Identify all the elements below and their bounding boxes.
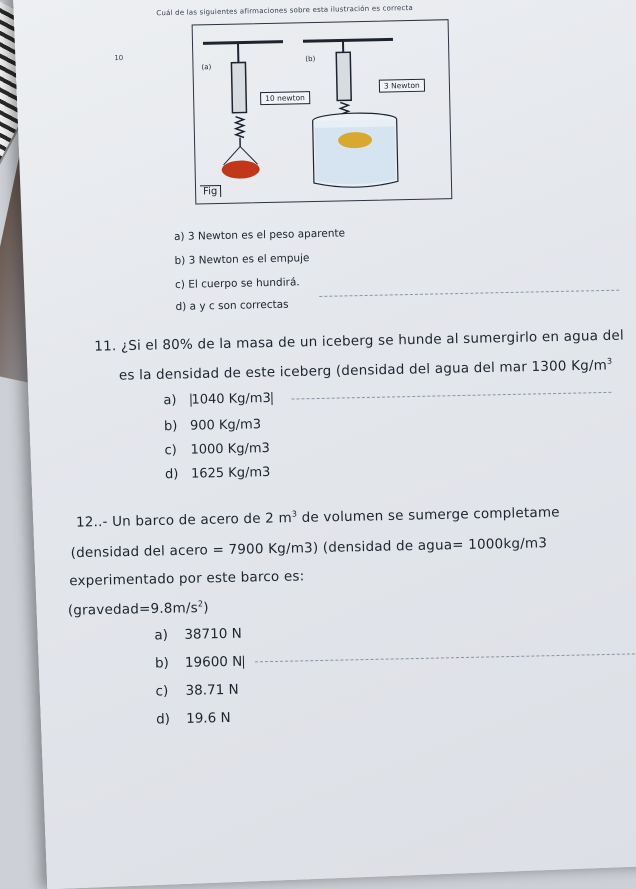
label-b: (b) xyxy=(305,55,315,63)
q12-option-d[interactable]: d) 19.6 N xyxy=(156,710,231,728)
support-bar-b xyxy=(303,39,393,41)
q12-line1-sup: 3 xyxy=(292,508,298,518)
reading-b: 3 Newton xyxy=(379,79,425,93)
stone-a xyxy=(221,160,259,179)
answer-line-q12 xyxy=(255,653,635,662)
fig-label: Fig xyxy=(200,185,221,197)
scale-a-spring xyxy=(236,116,244,137)
q12-option-a[interactable]: a) 38710 N xyxy=(154,626,242,644)
label-a: (a) xyxy=(201,63,211,71)
reading-a: 10 newton xyxy=(260,91,310,105)
q12-line4: $(gravedad=9.8m/s^2)$ xyxy=(68,598,209,618)
spring-scale-diagram xyxy=(193,20,452,203)
q12-line2: (densidad del acero = 7900 Kg/m3) (densidad de agua= 1000kg/m3 xyxy=(70,535,547,561)
scale-b-body xyxy=(336,52,351,100)
q11-line2: es la densidad de este iceberg (densidad del agua del mar 1300 $Kg/m^3$ xyxy=(119,356,613,384)
q10-number: 10 xyxy=(114,54,123,62)
q12-option-c[interactable]: c) 38.71 N xyxy=(155,682,238,700)
q11-line2-sup: 3 xyxy=(607,356,613,366)
q10-prompt: Cuál de las siguientes afirmaciones sobre esta ilustración es correcta xyxy=(156,4,413,17)
support-bar-a xyxy=(203,42,283,44)
scale-a-body xyxy=(231,62,246,112)
q10-figure xyxy=(192,19,453,204)
answer-line-q11 xyxy=(291,392,611,400)
q12-line4-sup: 2 xyxy=(198,598,204,608)
q11-line1: 11. ¿Si el 80% de la masa de un iceberg se hunde al sumergirlo en agua del xyxy=(94,328,624,355)
q12-option-b[interactable]: b) 19600 N xyxy=(155,654,245,672)
q10-option-c[interactable]: c) El cuerpo se hundirá. xyxy=(175,276,300,291)
q10-option-b[interactable]: b) 3 Newton es el empuje xyxy=(174,252,309,267)
q11-option-c[interactable]: c) 1000 Kg/m3 xyxy=(164,441,270,458)
q10-option-a[interactable]: a) 3 Newton es el peso aparente xyxy=(174,227,345,243)
q12-line3: experimentado por este barco es: xyxy=(69,568,304,589)
q11-option-d[interactable]: d) 1625 Kg/m3 xyxy=(165,465,271,482)
q11-option-a[interactable]: a) 1040 Kg/m3 xyxy=(163,391,273,408)
q11-option-b[interactable]: b) 900 Kg/m3 xyxy=(164,417,261,434)
q10-option-d[interactable]: d) a y c son correctas xyxy=(175,299,288,313)
q12-line1: 12..- Un barco de acero de 2 $m^3$ de volumen se sumerge completame xyxy=(76,503,560,531)
answer-line-q10 xyxy=(319,290,619,297)
